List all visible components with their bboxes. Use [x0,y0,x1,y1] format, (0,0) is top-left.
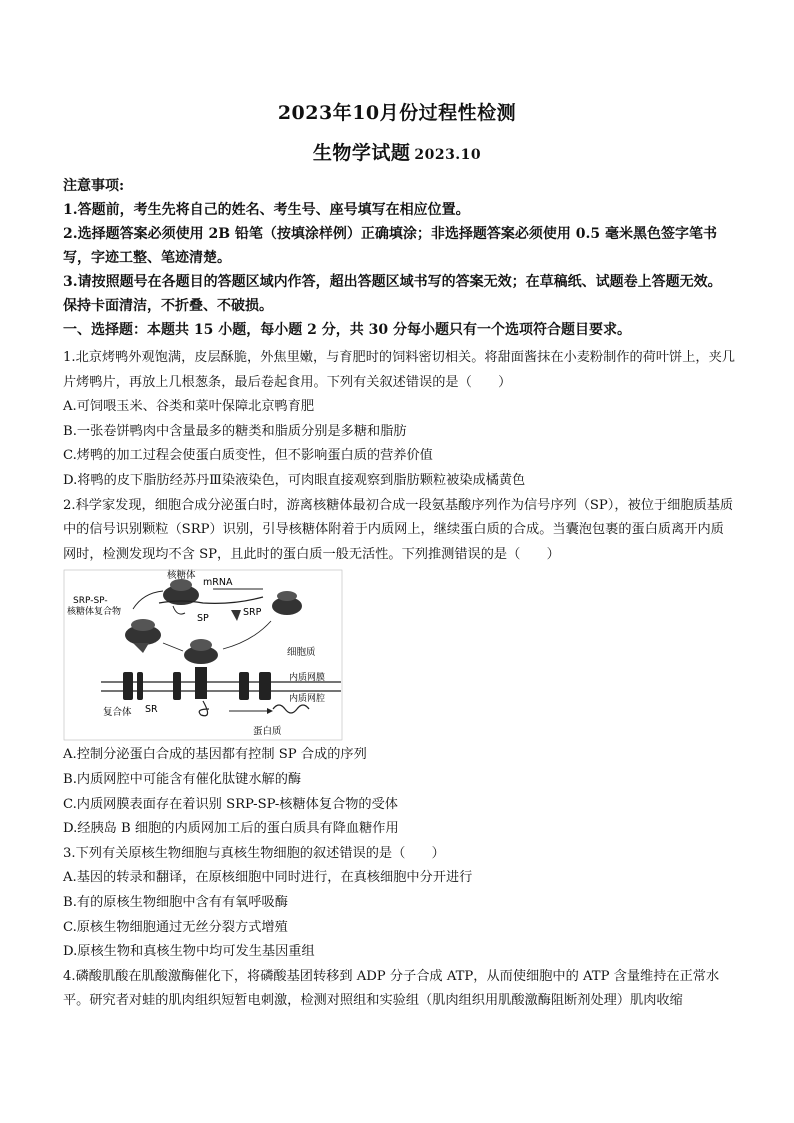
label-mrna: mRNA [203,577,233,589]
question-2-option-a: A.控制分泌蛋白合成的基因都有控制 SP 合成的序列 [63,747,367,763]
section1-heading: 一、选择题：本题共 15 小题，每小题 2 分，共 30 分每小题只有一个选项符合题目要求。 [63,322,631,338]
question-1-option-c: C.烤鸭的加工过程会使蛋白质变性，但不影响蛋白质的营养价值 [63,448,433,464]
note-item-2: 2.选择题答案必须使用 2B 铅笔（按填涂样例）正确填涂；非选择题答案必须使用 0.5 毫米黑色签字笔书写，字迹工整、笔迹清楚。 [63,226,718,266]
question-2-stem: 2.科学家发现，细胞合成分泌蛋白时，游离核糖体最初合成一段氨基酸序列作为信号序列（SP），被位于细胞质基质中的信号识别颗粒（SRP）识别，引导核糖体附着于内质网上，继续蛋白质的合成。当囊泡包裹的蛋白质离开内质网时，检测发现均不含 SP，且此时的蛋白质一般无活性。下列推测错误的是（ ） [63,497,734,562]
note-item-3: 3.请按照题号在各题目的答题区域内作答，超出答题区域书写的答案无效；在草稿纸、试题卷上答题无效。保持卡面清洁，不折叠、不破损。 [63,274,722,314]
label-ribosome: 核糖体 [167,570,196,582]
question-1-option-d: D.将鸭的皮下脂肪经苏丹Ⅲ染液染色，可肉眼直接观察到脂肪颗粒被染成橘黄色 [63,472,526,488]
exam-date: 2023.10 [414,147,482,163]
question-2-option-b: B.内质网腔中可能含有催化肽键水解的酶 [63,771,302,787]
question-3-option-d: D.原核生物和真核生物中均可发生基因重组 [63,944,315,960]
note-item-1: 1.答题前，考生先将自己的姓名、考生号、座号填写在相应位置。 [63,202,470,218]
notes-block [63,174,733,342]
subject-title: 生物学试题 [312,142,411,164]
question-2-option-d: D.经胰岛 B 细胞的内质网加工后的蛋白质具有降血糖作用 [63,821,399,837]
label-sr: SR [145,704,158,716]
question-3-option-a: A.基因的转录和翻译，在原核细胞中同时进行，在真核细胞中分开进行 [63,870,473,886]
exam-title: 2023年10月份过程性检测 [277,102,517,124]
question-1-stem: 1.北京烤鸭外观饱满，皮层酥脆，外焦里嫩，与育肥时的饲料密切相关。将甜面酱抹在小麦粉制作的荷叶饼上，夹几片烤鸭片，再放上几根葱条，最后卷起食用。下列有关叙述错误的是（ ） [63,350,735,390]
question-3-option-c: C.原核生物细胞通过无丝分裂方式增殖 [63,919,288,935]
question-1-option-a: A.可饲喂玉米、谷类和菜叶保障北京鸭育肥 [63,399,315,415]
questions-body [63,346,735,1014]
question-1-option-b: B.一张卷饼鸭肉中含量最多的糖类和脂质分别是多糖和脂肪 [63,423,407,439]
question-4-stem: 4.磷酸肌酸在肌酸激酶催化下，将磷酸基团转移到 ADP 分子合成 ATP，从而使细胞中的 ATP 含量维持在正常水平。研究者对蛙的肌肉组织短暂电刺激，检测对照组和实验组（肌肉组织用肌酸激酶阻断剂处理）肌肉收缩 [63,968,720,1009]
srp-diagram [63,569,343,741]
srp-diagram-svg [63,569,343,741]
label-complex: SRP-SP- 核糖体复合物 [67,596,122,618]
label-cytoplasm: 细胞质 [287,647,316,659]
question-3-stem: 3.下列有关原核生物细胞与真核生物细胞的叙述错误的是（ ） [63,845,445,861]
label-er-lumen: 内质网腔 [289,694,326,705]
question-2-option-c: C.内质网膜表面存在着识别 SRP-SP-核糖体复合物的受体 [63,796,398,812]
label-protein: 蛋白质 [253,726,282,738]
label-er-membrane: 内质网膜 [289,673,326,684]
label-srp: SRP [243,607,262,619]
notes-heading: 注意事项: [63,178,125,194]
question-3-option-b: B.有的原核生物细胞中含有有氧呼吸酶 [63,894,288,910]
exam-subtitle [0,138,794,165]
label-sp: SP [197,613,209,625]
label-receptor: 复合体 [103,707,132,719]
